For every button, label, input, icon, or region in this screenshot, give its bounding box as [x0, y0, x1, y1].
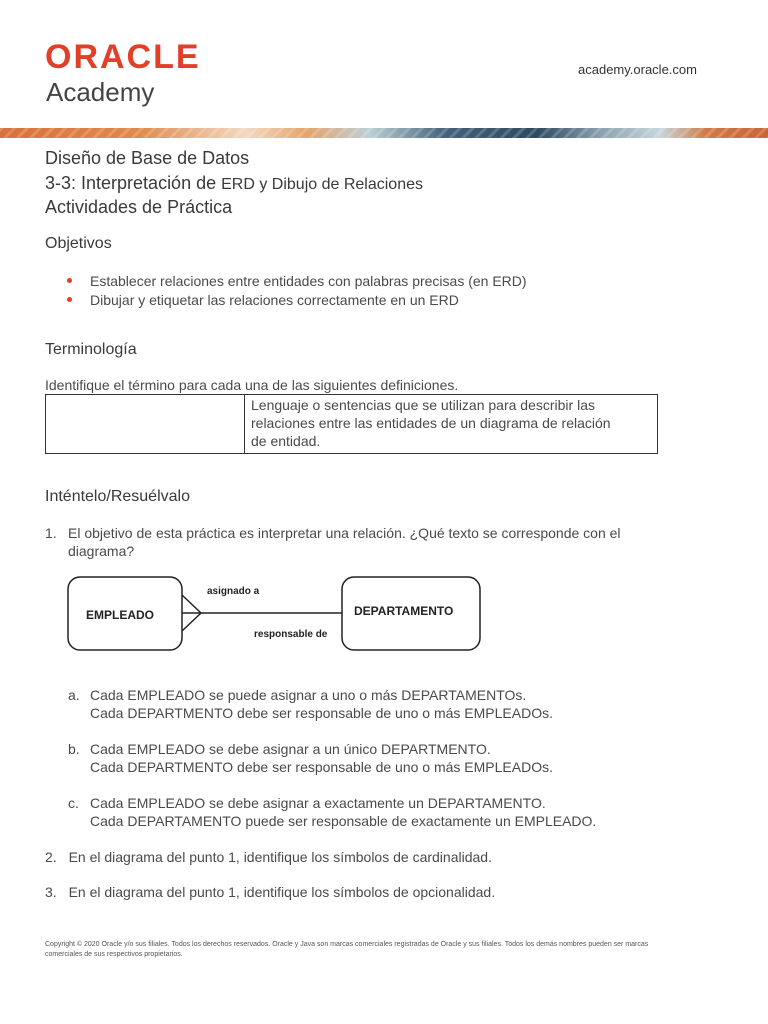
terminology-table	[45, 394, 658, 454]
option-line: Cada DEPARTAMENTO puede ser responsable de exactamente un EMPLEADO.	[90, 813, 597, 829]
course-title: Diseño de Base de Datos	[45, 148, 250, 168]
objective-text: Establecer relaciones entre entidades con palabras precisas (en ERD)	[90, 273, 527, 289]
question-number: 1.	[45, 525, 57, 541]
question-line: diagrama?	[68, 543, 135, 559]
terminology-heading: Terminología	[45, 341, 137, 358]
question-text: En el diagrama del punto 1, identifique los símbolos de opcionalidad.	[68, 884, 496, 900]
oracle-logo: ORACLE	[45, 38, 201, 76]
lesson-title	[45, 173, 423, 194]
copyright-footer	[45, 940, 705, 960]
option-letter: c.	[68, 795, 79, 811]
option-text	[68, 740, 553, 776]
definition-line: de entidad.	[251, 433, 321, 449]
option-letter: b.	[68, 741, 80, 757]
lesson-title-prefix: 3-3: Interpretación de	[45, 173, 222, 193]
option-c	[68, 794, 596, 830]
crows-foot-lower	[182, 613, 201, 631]
option-line: Cada DEPARTMENTO debe ser responsable de uno o más EMPLEADOs.	[90, 759, 553, 775]
option-text	[68, 686, 553, 722]
objective-item	[45, 272, 527, 291]
question-line: El objetivo de esta práctica es interpretar una relación. ¿Qué texto se corresponde con el	[68, 525, 621, 541]
objectives-list	[45, 272, 527, 310]
entity-departamento-label: DEPARTAMENTO	[354, 604, 454, 618]
entity-empleado-label: EMPLEADO	[86, 608, 155, 622]
option-line: Cada DEPARTMENTO debe ser responsable de uno o más EMPLEADOs.	[90, 705, 553, 721]
question-text	[45, 524, 685, 560]
option-a	[68, 686, 553, 722]
header-banner-texture	[0, 128, 768, 138]
option-b	[68, 740, 553, 776]
practice-heading: Inténtelo/Resuélvalo	[45, 488, 190, 505]
table-row	[46, 395, 658, 454]
relationship-label-bottom: responsable de	[254, 629, 328, 640]
bullet-icon	[67, 297, 72, 302]
option-text	[68, 794, 596, 830]
objective-item	[45, 291, 527, 310]
option-line: Cada EMPLEADO se debe asignar a exactamente un DEPARTAMENTO.	[90, 795, 546, 811]
option-line: Cada EMPLEADO se debe asignar a un único DEPARTMENTO.	[90, 741, 491, 757]
terminology-intro: Identifique el término para cada una de las siguientes definiciones.	[45, 377, 459, 393]
question-number: 2.	[45, 849, 57, 865]
option-letter: a.	[68, 687, 80, 703]
definition-line: relaciones entre las entidades de un diagrama de relación	[251, 415, 611, 431]
question-2	[45, 848, 492, 866]
definition-cell	[245, 395, 658, 454]
question-3	[45, 883, 495, 901]
definition-line: Lenguaje o sentencias que se utilizan para describir las	[251, 397, 595, 413]
crows-foot-upper	[182, 595, 201, 613]
erd-diagram	[60, 570, 490, 660]
relationship-label-top: asignado a	[207, 586, 260, 597]
option-line: Cada EMPLEADO se puede asignar a uno o más DEPARTAMENTOs.	[90, 687, 527, 703]
bullet-icon	[67, 278, 72, 283]
objective-text: Dibujar y etiquetar las relaciones correctamente en un ERD	[90, 292, 459, 308]
lesson-title-suffix: ERD y Dibujo de Relaciones	[221, 176, 423, 193]
objectives-heading: Objetivos	[45, 235, 112, 252]
question-text: En el diagrama del punto 1, identifique los símbolos de cardinalidad.	[68, 849, 492, 865]
footer-line: comerciales de sus respectivos propietarios.	[45, 951, 183, 958]
site-url[interactable]: academy.oracle.com	[578, 62, 697, 77]
question-1	[45, 524, 685, 560]
academy-logo-text: Academy	[46, 77, 155, 107]
activity-title: Actividades de Práctica	[45, 197, 233, 217]
term-answer-cell[interactable]	[46, 395, 245, 454]
footer-line: Copyright © 2020 Oracle y/o sus filiales. Todos los derechos reservados. Oracle y Java son marcas comerciales registradas de Oracle y sus filiales. Todos los demás nombres pueden ser marcas	[45, 941, 649, 948]
question-number: 3.	[45, 884, 57, 900]
